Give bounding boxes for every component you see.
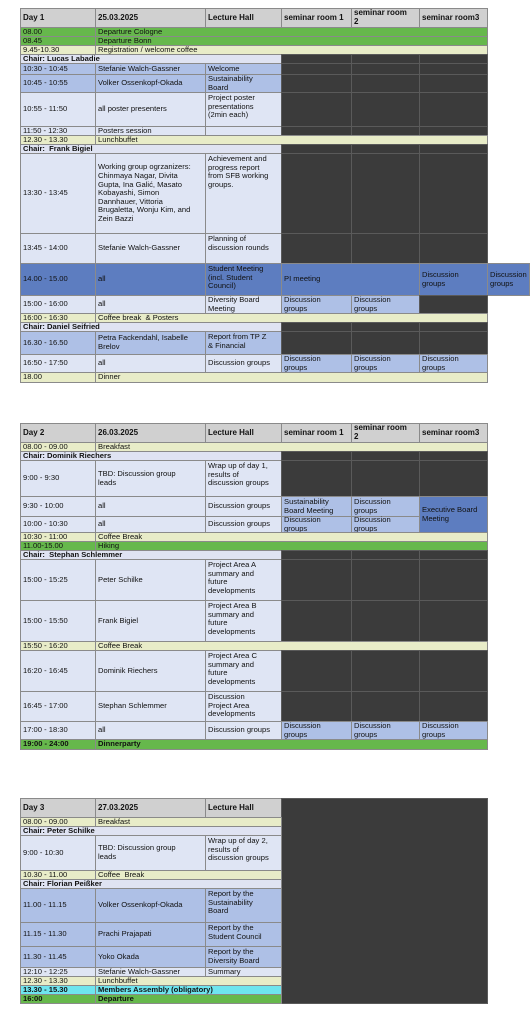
- time-cell: 08.00 - 09.00: [20, 817, 96, 827]
- time-cell: 08.45: [20, 36, 96, 46]
- event-cell: Registration / welcome coffee: [95, 45, 488, 55]
- empty-cell: [281, 74, 352, 93]
- speaker-cell: Prachi Prajapati: [95, 922, 206, 947]
- time-cell: 13:30 - 13:45: [20, 153, 96, 234]
- lecture-hall-cell: Project Area A summary and future developments: [205, 559, 282, 601]
- time-cell: 16:00 - 16:30: [20, 313, 96, 323]
- empty-cell: [419, 600, 488, 642]
- empty-cell: [419, 92, 488, 127]
- time-cell: 15:00 - 15:50: [20, 600, 96, 642]
- lecture-hall-cell: Diversity Board Meeting: [205, 295, 282, 314]
- lecture-hall-cell: Summary: [205, 967, 282, 977]
- column-header: seminar room3: [419, 423, 488, 443]
- column-header: seminar room 1: [281, 423, 352, 443]
- event-cell: Departure Cologne: [95, 27, 488, 37]
- empty-cell: [351, 331, 420, 355]
- time-cell: 12:10 - 12:25: [20, 967, 96, 977]
- lecture-hall-cell: Report by the Student Council: [205, 922, 282, 947]
- time-cell: 16.30 - 16.50: [20, 331, 96, 355]
- time-cell: 08.00 - 09.00: [20, 442, 96, 452]
- time-cell: 16:50 - 17:50: [20, 354, 96, 373]
- room-cell: Discussion groups: [281, 295, 352, 314]
- speaker-cell: all: [95, 354, 206, 373]
- lecture-hall-cell: Project Area B summary and future developments: [205, 600, 282, 642]
- column-header: Day 1: [20, 8, 96, 28]
- time-cell: 11.30 - 11.45: [20, 946, 96, 968]
- column-header: seminar room 1: [281, 8, 352, 28]
- speaker-cell: Dominik Riechers: [95, 650, 206, 692]
- empty-cell: [351, 74, 420, 93]
- event-cell: Coffee break & Posters: [95, 313, 488, 323]
- empty-cell: [419, 559, 488, 601]
- empty-cell: [281, 153, 352, 234]
- chair-heading: Chair: Daniel Seifried: [20, 322, 282, 332]
- room-cell: Discussion groups: [281, 721, 352, 740]
- lecture-hall-cell: Report from TP Z & Financial: [205, 331, 282, 355]
- event-cell: Coffee Break: [95, 641, 488, 651]
- time-cell: 10:30 - 11:00: [20, 532, 96, 542]
- time-cell: 14.00 - 15.00: [20, 263, 96, 296]
- speaker-cell: Volker Ossenkopf-Okada: [95, 888, 206, 923]
- empty-cell: [419, 650, 488, 692]
- time-cell: 10.30 - 11.00: [20, 870, 96, 880]
- event-cell: Coffee Break: [95, 870, 282, 880]
- time-cell: 12.30 - 13.30: [20, 135, 96, 145]
- speaker-cell: Frank Bigiel: [95, 600, 206, 642]
- event-cell: Coffee Break: [95, 532, 488, 542]
- time-cell: 13.30 - 15.30: [20, 985, 96, 995]
- speaker-cell: Yoko Okada: [95, 946, 206, 968]
- column-header: 26.03.2025: [95, 423, 206, 443]
- empty-cell: [351, 233, 420, 264]
- lecture-hall-cell: Project Area C summary and future developments: [205, 650, 282, 692]
- room-cell: PI meeting: [281, 263, 420, 296]
- lecture-hall-cell: Student Meeting (incl. Student Council): [205, 263, 282, 296]
- event-cell: Breakfast: [95, 817, 282, 827]
- speaker-cell: Stefanie Walch-Gassner: [95, 967, 206, 977]
- event-cell: Departure Bonn: [95, 36, 488, 46]
- time-cell: 11.00-15.00: [20, 541, 96, 551]
- time-cell: 12.30 - 13.30: [20, 976, 96, 986]
- room-cell: Discussion groups: [351, 295, 420, 314]
- lecture-hall-cell: Achievement and progress report from SFB working groups.: [205, 153, 282, 234]
- time-cell: 18.00: [20, 372, 96, 383]
- column-header: seminar room 2: [351, 423, 420, 443]
- event-cell: Dinner: [95, 372, 488, 383]
- lecture-hall-cell: Planning of discussion rounds: [205, 233, 282, 264]
- event-cell: Members Assembly (obligatory): [95, 985, 282, 995]
- time-cell: 15:00 - 15:25: [20, 559, 96, 601]
- room-cell: Discussion groups: [419, 721, 488, 740]
- empty-cell: [351, 92, 420, 127]
- room-cell: Discussion groups: [351, 516, 420, 533]
- empty-cell: [419, 295, 488, 314]
- speaker-cell: all: [95, 516, 206, 533]
- room-cell: Discussion groups: [351, 354, 420, 373]
- speaker-cell: all: [95, 721, 206, 740]
- column-header: Lecture Hall: [205, 423, 282, 443]
- chair-heading: Chair: Frank Bigiel: [20, 144, 282, 154]
- lecture-hall-cell: Wrap up of day 2, results of discussion groups: [205, 835, 282, 871]
- room-cell: Discussion groups: [351, 496, 420, 517]
- time-cell: 11.15 - 11.30: [20, 922, 96, 947]
- event-cell: Hiking: [95, 541, 488, 551]
- room-cell: Executive Board Meeting: [419, 496, 488, 533]
- event-cell: Departure: [95, 994, 282, 1004]
- speaker-cell: all: [95, 295, 206, 314]
- column-header: 25.03.2025: [95, 8, 206, 28]
- time-cell: 13:45 - 14:00: [20, 233, 96, 264]
- time-cell: 16:00: [20, 994, 96, 1004]
- empty-cell: [419, 331, 488, 355]
- empty-cell: [281, 92, 352, 127]
- room-cell: Discussion groups: [351, 721, 420, 740]
- speaker-cell: Stefanie Walch-Gassner: [95, 233, 206, 264]
- time-cell: 17:00 - 18:30: [20, 721, 96, 740]
- empty-cell: [351, 600, 420, 642]
- speaker-cell: Petra Fackendahl, Isabelle Brelov: [95, 331, 206, 355]
- time-cell: 15:50 - 16:20: [20, 641, 96, 651]
- time-cell: 10:55 - 11:50: [20, 92, 96, 127]
- column-header: Lecture Hall: [205, 798, 282, 818]
- lecture-hall-cell: Discussion Project Area developments: [205, 691, 282, 722]
- time-cell: 10:00 - 10:30: [20, 516, 96, 533]
- lecture-hall-cell: Report by the Sustainability Board: [205, 888, 282, 923]
- lecture-hall-cell: Discussion groups: [205, 496, 282, 517]
- empty-cell: [419, 153, 488, 234]
- empty-cell: [281, 691, 352, 722]
- chair-heading: Chair: Stephan Schlemmer: [20, 550, 282, 560]
- lecture-hall-cell: Sustainability Board: [205, 74, 282, 93]
- empty-cell: [351, 153, 420, 234]
- lecture-hall-cell: Wrap up of day 1, results of discussion groups: [205, 460, 282, 497]
- room-cell: Discussion groups: [419, 263, 488, 296]
- empty-cell: [419, 233, 488, 264]
- empty-area: [281, 798, 488, 1004]
- column-header: seminar room 2: [351, 8, 420, 28]
- time-cell: 9:00 - 9:30: [20, 460, 96, 497]
- speaker-cell: all: [95, 263, 206, 296]
- speaker-cell: Stefanie Walch-Gassner: [95, 63, 206, 75]
- chair-heading: Chair: Dominik Riechers: [20, 451, 282, 461]
- time-cell: 10:45 - 10:55: [20, 74, 96, 93]
- time-cell: 08.00: [20, 27, 96, 37]
- speaker-cell: all poster presenters: [95, 92, 206, 127]
- empty-cell: [419, 460, 488, 497]
- empty-cell: [281, 559, 352, 601]
- room-cell: Discussion groups: [419, 354, 488, 373]
- event-cell: Lunchbuffet: [95, 976, 282, 986]
- time-cell: 11.00 - 11.15: [20, 888, 96, 923]
- room-cell: Discussion groups: [281, 516, 352, 533]
- empty-cell: [281, 233, 352, 264]
- room-cell: Sustainability Board Meeting: [281, 496, 352, 517]
- time-cell: 9:30 - 10:00: [20, 496, 96, 517]
- column-header: Day 2: [20, 423, 96, 443]
- empty-cell: [419, 74, 488, 93]
- empty-cell: [281, 331, 352, 355]
- chair-heading: Chair: Florian Peißker: [20, 879, 282, 889]
- speaker-cell: Peter Schilke: [95, 559, 206, 601]
- empty-cell: [419, 691, 488, 722]
- time-cell: 9:00 - 10:30: [20, 835, 96, 871]
- speaker-cell: TBD: Discussion group leads: [95, 460, 206, 497]
- time-cell: 19:00 - 24:00: [20, 739, 96, 750]
- column-header: Day 3: [20, 798, 96, 818]
- event-cell: Dinnerparty: [95, 739, 488, 750]
- empty-cell: [281, 600, 352, 642]
- speaker-cell: Volker Ossenkopf-Okada: [95, 74, 206, 93]
- speaker-cell: Working group ogrzanizers: Chinmaya Nagar, Divita Gupta, Ina Galić, Masato Kobayashi, Simon Dannhauer, Vittoria Brugaletta, Wonju Kim, and Zein Bazzi: [95, 153, 206, 234]
- time-cell: 11:50 - 12:30: [20, 126, 96, 136]
- empty-cell: [281, 460, 352, 497]
- time-cell: 10:30 - 10:45: [20, 63, 96, 75]
- empty-cell: [351, 460, 420, 497]
- lecture-hall-cell: Discussion groups: [205, 721, 282, 740]
- speaker-cell: all: [95, 496, 206, 517]
- column-header: Lecture Hall: [205, 8, 282, 28]
- empty-cell: [351, 691, 420, 722]
- time-cell: 16:20 - 16:45: [20, 650, 96, 692]
- room-cell: Discussion groups: [487, 263, 530, 296]
- speaker-cell: TBD: Discussion group leads: [95, 835, 206, 871]
- lecture-hall-cell: Project poster presentations (2min each): [205, 92, 282, 127]
- empty-cell: [351, 559, 420, 601]
- speaker-cell: Posters session: [95, 126, 206, 136]
- event-cell: Lunchbuffet: [95, 135, 488, 145]
- lecture-hall-cell: Discussion groups: [205, 516, 282, 533]
- lecture-hall-cell: Discussion groups: [205, 354, 282, 373]
- column-header: 27.03.2025: [95, 798, 206, 818]
- room-cell: Discussion groups: [281, 354, 352, 373]
- event-cell: Breakfast: [95, 442, 488, 452]
- column-header: seminar room3: [419, 8, 488, 28]
- time-cell: 9.45-10.30: [20, 45, 96, 55]
- chair-heading: Chair: Peter Schilke: [20, 826, 282, 836]
- empty-cell: [351, 650, 420, 692]
- lecture-hall-cell: Report by the Diversity Board: [205, 946, 282, 968]
- speaker-cell: Stephan Schlemmer: [95, 691, 206, 722]
- time-cell: 15:00 - 16:00: [20, 295, 96, 314]
- time-cell: 16:45 - 17:00: [20, 691, 96, 722]
- chair-heading: Chair: Lucas Labadie: [20, 54, 282, 64]
- lecture-hall-cell: Welcome: [205, 63, 282, 75]
- empty-cell: [281, 650, 352, 692]
